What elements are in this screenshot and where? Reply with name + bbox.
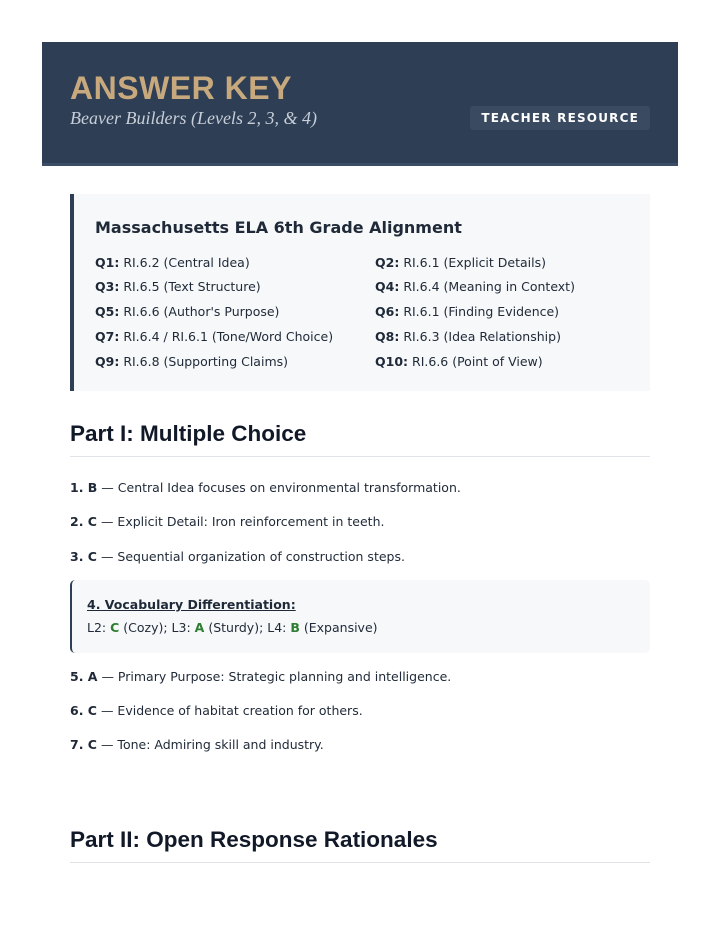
part2-divider: [70, 862, 650, 863]
question-label: Q9:: [95, 354, 120, 369]
part1-divider: [70, 456, 650, 457]
answer-rationale: — Primary Purpose: Strategic planning and intelligence.: [97, 669, 452, 684]
question-label: Q3:: [95, 279, 120, 294]
question-label: Q1:: [95, 255, 120, 270]
teacher-resource-badge: TEACHER RESOURCE: [470, 106, 650, 130]
vocabulary-levels: [87, 620, 378, 636]
question-label: Q5:: [95, 304, 120, 319]
standard-text: RI.6.5 (Text Structure): [123, 279, 261, 294]
standard-text: RI.6.8 (Supporting Claims): [123, 354, 289, 369]
standard-text: RI.6.6 (Point of View): [412, 354, 543, 369]
level-word: (Expansive): [299, 620, 378, 635]
level-label: L3:: [171, 620, 195, 635]
page-title: ANSWER KEY: [70, 70, 292, 106]
standard-text: RI.6.4 / RI.6.1 (Tone/Word Choice): [123, 329, 334, 344]
answer-number: 3. C: [70, 549, 97, 564]
standard-text: RI.6.6 (Author's Purpose): [123, 304, 280, 319]
alignment-item-q4: [375, 279, 575, 295]
answer-item-6: [70, 703, 363, 719]
question-label: Q4:: [375, 279, 400, 294]
answer-rationale: — Central Idea focuses on environmental transformation.: [97, 480, 461, 495]
answer-rationale: — Explicit Detail: Iron reinforcement in teeth.: [96, 514, 385, 529]
answer-rationale: — Tone: Admiring skill and industry.: [96, 737, 324, 752]
level-label: L4:: [267, 620, 291, 635]
answer-number: 7. C: [70, 737, 97, 752]
vocabulary-title: 4. Vocabulary Differentiation:: [87, 597, 296, 612]
answer-number: 2. C: [70, 514, 97, 529]
header-banner: [42, 42, 678, 166]
alignment-item-q2: [375, 255, 546, 271]
level-word: (Cozy);: [119, 620, 172, 635]
alignment-item-q6: [375, 304, 559, 320]
level-answer: C: [110, 620, 120, 635]
answer-rationale: — Sequential organization of construction steps.: [96, 549, 405, 564]
alignment-item-q5: [95, 304, 279, 320]
level-answer: B: [290, 620, 300, 635]
vocabulary-callout: [70, 580, 650, 653]
alignment-item-q10: [375, 354, 543, 370]
standards-alignment-box: [70, 194, 650, 391]
standard-text: RI.6.1 (Explicit Details): [403, 255, 546, 270]
question-label: Q10:: [375, 354, 409, 369]
answer-number: 1. B: [70, 480, 98, 495]
alignment-item-q8: [375, 329, 561, 345]
question-label: Q6:: [375, 304, 400, 319]
answer-item-1: [70, 480, 461, 496]
answer-item-5: [70, 669, 451, 685]
answer-number: 6. C: [70, 703, 97, 718]
alignment-item-q9: [95, 354, 288, 370]
level-answer: A: [194, 620, 205, 635]
question-label: Q2:: [375, 255, 400, 270]
question-label: Q7:: [95, 329, 120, 344]
standard-text: RI.6.3 (Idea Relationship): [403, 329, 561, 344]
alignment-item-q7: [95, 329, 333, 345]
alignment-item-q3: [95, 279, 261, 295]
level-label: L2:: [87, 620, 111, 635]
standard-text: RI.6.2 (Central Idea): [123, 255, 250, 270]
standard-text: RI.6.1 (Finding Evidence): [403, 304, 560, 319]
part1-heading: Part I: Multiple Choice: [70, 421, 307, 446]
answer-rationale: — Evidence of habitat creation for others.: [96, 703, 363, 718]
alignment-title: Massachusetts ELA 6th Grade Alignment: [95, 218, 462, 237]
answer-item-2: [70, 514, 384, 530]
level-word: (Sturdy);: [204, 620, 268, 635]
answer-item-7: [70, 737, 324, 753]
alignment-item-q1: [95, 255, 250, 271]
question-label: Q8:: [375, 329, 400, 344]
page-subtitle: Beaver Builders (Levels 2, 3, & 4): [70, 108, 317, 128]
part2-heading: Part II: Open Response Rationales: [70, 827, 438, 852]
answer-number: 5. A: [70, 669, 98, 684]
standard-text: RI.6.4 (Meaning in Context): [403, 279, 575, 294]
answer-item-3: [70, 549, 405, 565]
